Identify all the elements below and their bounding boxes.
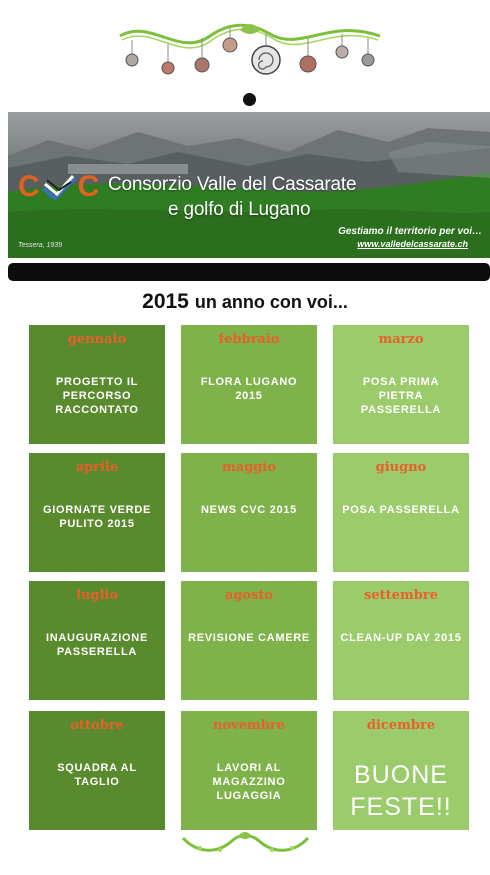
- month-event: POSA PASSERELLA: [342, 504, 460, 516]
- month-tile-marzo[interactable]: [333, 325, 469, 444]
- month-name: giugno: [375, 460, 427, 475]
- month-event: INAUGURAZIONE PASSERELLA: [46, 632, 148, 658]
- month-name: febbraio: [218, 332, 280, 347]
- month-name: maggio: [222, 460, 276, 475]
- month-tile-maggio[interactable]: [181, 453, 317, 572]
- month-name: aprile: [75, 460, 119, 475]
- month-name: settembre: [364, 588, 438, 603]
- month-event: NEWS CVC 2015: [201, 504, 297, 516]
- logo-letter-left: C: [18, 170, 40, 203]
- month-tile-dicembre[interactable]: [333, 711, 469, 830]
- brand-title-line2: e golfo di Lugano: [168, 199, 311, 220]
- headline-text: un anno con voi...: [194, 292, 348, 312]
- month-event: POSA PRIMA PIETRA PASSERELLA: [360, 376, 442, 416]
- month-event: FLORA LUGANO 2015: [200, 376, 298, 402]
- month-tile-novembre[interactable]: [181, 711, 317, 830]
- headline-year: 2015: [142, 290, 189, 313]
- brand-title-line1: Consorzio Valle del Cassarate: [108, 174, 357, 195]
- christmas-garland-bottom-icon: [178, 830, 313, 860]
- month-event: SQUADRA AL TAGLIO: [57, 762, 137, 788]
- month-tile-aprile[interactable]: [29, 453, 165, 572]
- black-divider-bar: [8, 263, 490, 281]
- headline: [0, 290, 490, 314]
- month-tile-settembre[interactable]: [333, 581, 469, 700]
- month-tile-giugno[interactable]: [333, 453, 469, 572]
- christmas-garland-icon: [110, 18, 390, 88]
- month-name: agosto: [224, 588, 274, 603]
- month-tile-febbraio[interactable]: [181, 325, 317, 444]
- month-name: novembre: [213, 718, 285, 733]
- cvc-checkmark-icon: [41, 174, 77, 200]
- month-tile-agosto[interactable]: [181, 581, 317, 700]
- month-event: CLEAN-UP DAY 2015: [340, 632, 462, 644]
- logo-letter-right: C: [77, 170, 100, 203]
- hanger-dot-icon: [243, 93, 256, 106]
- month-name: marzo: [378, 332, 424, 347]
- month-event: LAVORI AL MAGAZZINO LUGAGGIA: [212, 762, 286, 802]
- website-link[interactable]: www.valledelcassarate.ch: [357, 239, 468, 249]
- month-event-greeting: BUONE FESTE!!: [350, 761, 452, 821]
- month-name: ottobre: [70, 718, 124, 733]
- month-tile-ottobre[interactable]: [29, 711, 165, 830]
- photo-credit: Tessera, 1939: [18, 242, 63, 249]
- month-tile-gennaio[interactable]: [29, 325, 165, 444]
- cvc-logo[interactable]: [18, 172, 99, 202]
- month-name: gennaio: [67, 332, 127, 347]
- month-event: GIORNATE VERDE PULITO 2015: [43, 504, 151, 530]
- calendar-grid: [29, 325, 469, 830]
- tagline: Gestiamo il territorio per voi…: [338, 226, 482, 237]
- header-banner[interactable]: [8, 112, 490, 258]
- month-name: luglio: [75, 588, 119, 603]
- month-name: dicembre: [366, 718, 436, 733]
- month-event: PROGETTO IL PERCORSO RACCONTATO: [55, 376, 139, 416]
- month-event: REVISIONE CAMERE: [188, 632, 310, 644]
- month-tile-luglio[interactable]: [29, 581, 165, 700]
